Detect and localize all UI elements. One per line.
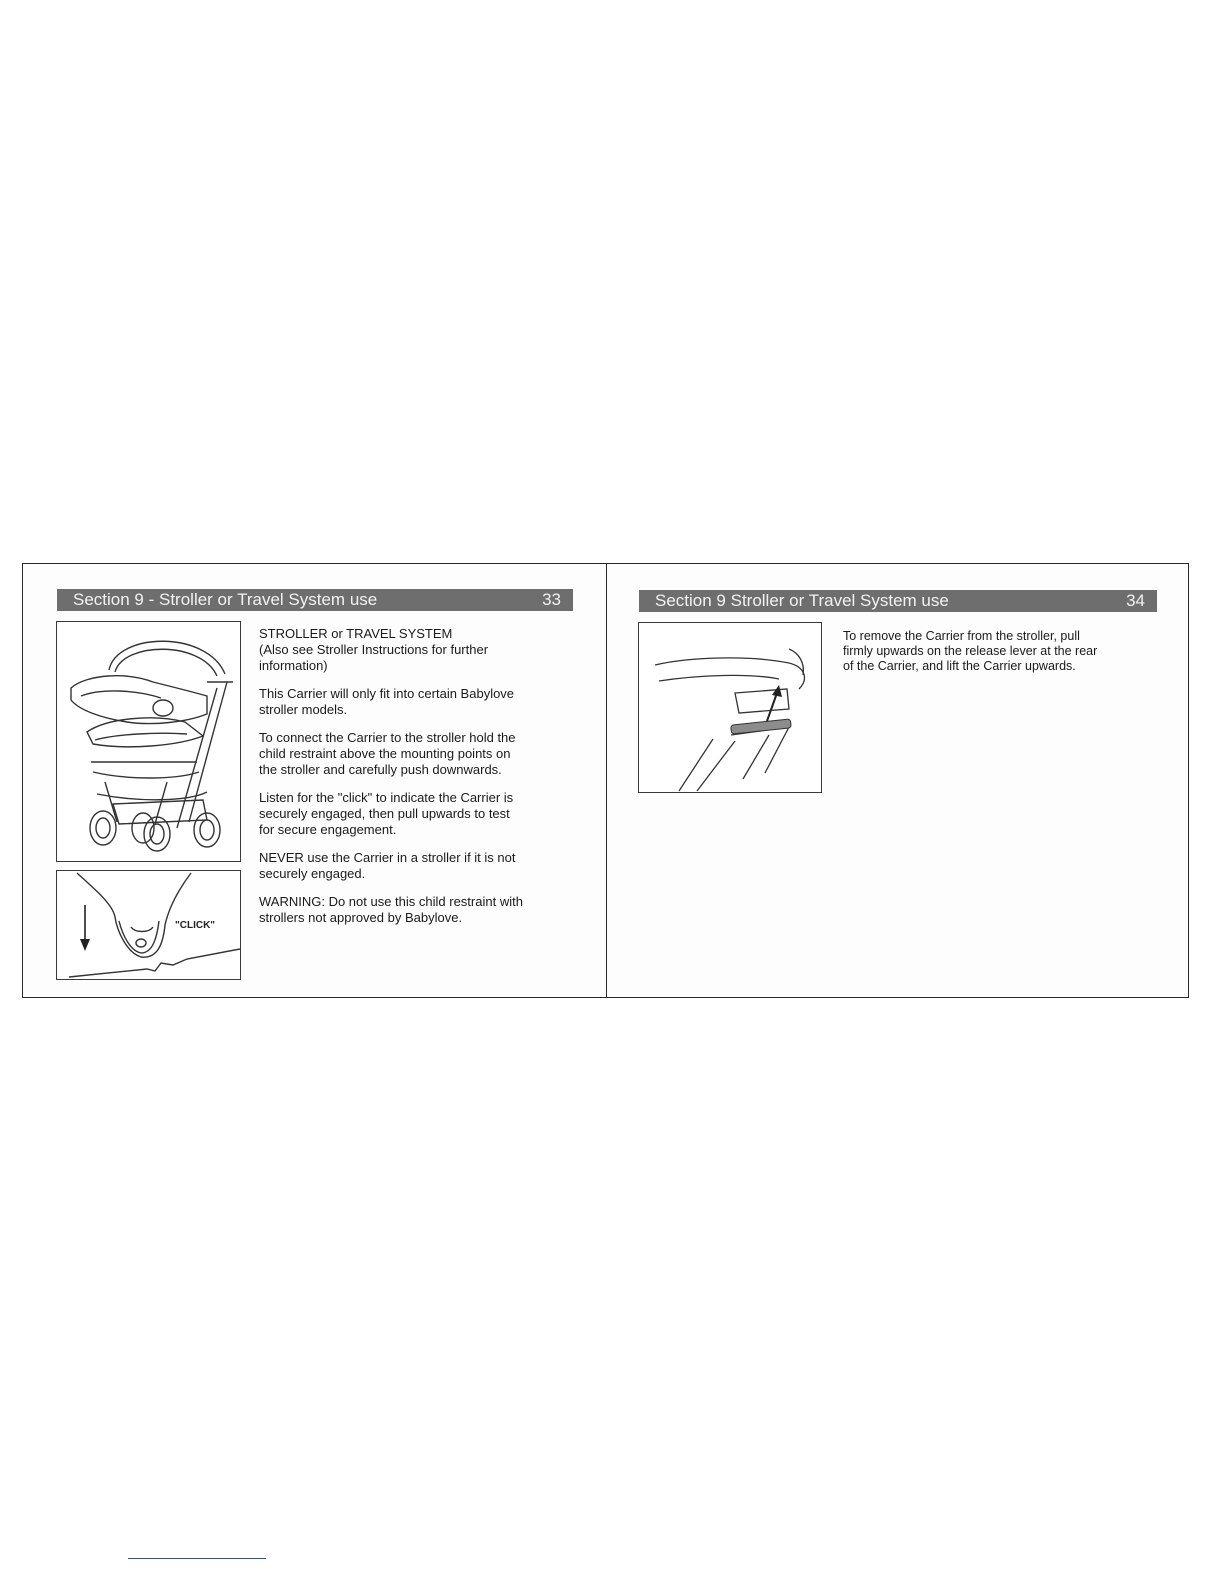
paragraph-never — [259, 850, 579, 882]
text-line: To remove the Carrier from the stroller, pull — [843, 629, 1080, 643]
text-line: securely engaged. — [259, 866, 366, 881]
paragraph-connect — [259, 730, 579, 778]
page-divider — [606, 563, 607, 998]
release-lever-figure — [638, 622, 822, 793]
text-line: Listen for the "click" to indicate the Carrier is — [259, 790, 514, 805]
text-line: This Carrier will only fit into certain Babylove — [259, 686, 515, 701]
heading-line: STROLLER or TRAVEL SYSTEM — [259, 626, 453, 641]
paragraph-remove — [843, 629, 1173, 674]
paragraph-warning — [259, 894, 579, 926]
click-label: "CLICK" — [175, 920, 216, 931]
text-line: securely engaged, then pull upwards to test — [259, 806, 510, 821]
heading-line: (Also see Stroller Instructions for further — [259, 642, 489, 657]
stroller-illustration — [57, 622, 240, 861]
click-figure — [56, 870, 241, 980]
footer-underline — [128, 1558, 266, 1559]
text-line: the stroller and carefully push downwards. — [259, 762, 502, 777]
release-lever-illustration — [639, 623, 821, 792]
right-page-number: 34 — [1126, 591, 1145, 610]
left-section-title: Section 9 - Stroller or Travel System use — [73, 590, 378, 609]
paragraph-click — [259, 790, 579, 838]
text-line: stroller models. — [259, 702, 348, 717]
left-text-column — [259, 626, 579, 938]
down-arrow-icon — [80, 905, 90, 951]
text-line: of the Carrier, and lift the Carrier upwards. — [843, 659, 1076, 673]
right-section-header — [639, 590, 1157, 612]
text-line: WARNING: Do not use this child restraint with — [259, 894, 523, 909]
text-line: NEVER use the Carrier in a stroller if it is not — [259, 850, 516, 865]
stroller-figure — [56, 621, 241, 862]
text-line: for secure engagement. — [259, 822, 397, 837]
heading-line: information) — [259, 658, 328, 673]
left-section-header — [57, 589, 573, 611]
text-line: child restraint above the mounting points on — [259, 746, 511, 761]
left-heading — [259, 626, 579, 674]
paragraph-fit — [259, 686, 579, 718]
text-line: To connect the Carrier to the stroller hold the — [259, 730, 516, 745]
text-line: firmly upwards on the release lever at the rear — [843, 644, 1098, 658]
text-line: strollers not approved by Babylove. — [259, 910, 463, 925]
right-section-title: Section 9 Stroller or Travel System use — [655, 591, 949, 610]
right-text-column — [843, 629, 1173, 686]
left-page-number: 33 — [542, 590, 561, 609]
click-illustration — [57, 871, 240, 979]
